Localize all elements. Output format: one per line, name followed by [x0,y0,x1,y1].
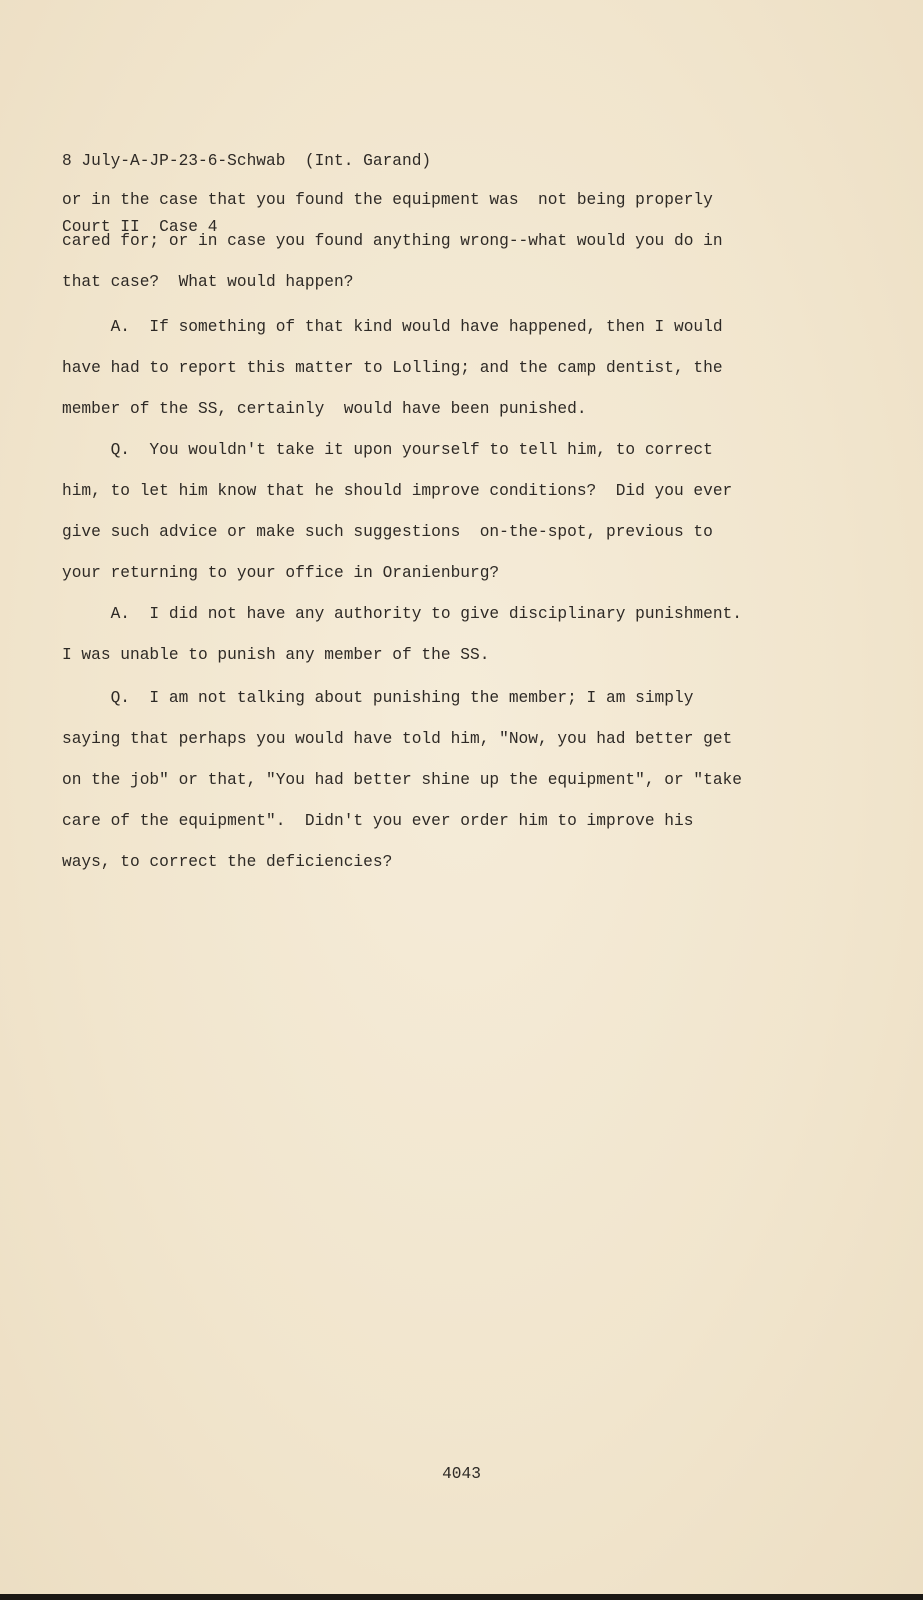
body-line: or in the case that you found the equipment was not being properly [62,191,713,209]
body-line: your returning to your office in Oranienburg? [62,564,500,582]
body-line: member of the SS, certainly would have been punished. [62,400,587,418]
body-line: ways, to correct the deficiencies? [62,853,393,871]
header-case-reference: 8 July-A-JP-23-6-Schwab (Int. Garand) [62,152,432,170]
page-number: 4043 [442,1465,481,1483]
body-line: Q. I am not talking about punishing the member; I am simply [62,689,694,707]
body-line: give such advice or make such suggestions on-the-spot, previous to [62,523,713,541]
body-line: cared for; or in case you found anything wrong--what would you do in [62,232,723,250]
body-line: care of the equipment". Didn't you ever order him to improve his [62,812,694,830]
body-line: I was unable to punish any member of the SS. [62,646,490,664]
body-line: have had to report this matter to Lolling; and the camp dentist, the [62,359,723,377]
body-line: him, to let him know that he should improve conditions? Did you ever [62,482,733,500]
header-court-case: Court II Case 4 [62,218,218,236]
body-line: Q. You wouldn't take it upon yourself to tell him, to correct [62,441,713,459]
body-line: A. I did not have any authority to give disciplinary punishment. [62,605,742,623]
body-line: saying that perhaps you would have told him, "Now, you had better get [62,730,733,748]
body-line: A. If something of that kind would have happened, then I would [62,318,723,336]
body-line: that case? What would happen? [62,273,354,291]
body-line: on the job" or that, "You had better shine up the equipment", or "take [62,771,742,789]
page-bottom-edge [0,1594,923,1600]
